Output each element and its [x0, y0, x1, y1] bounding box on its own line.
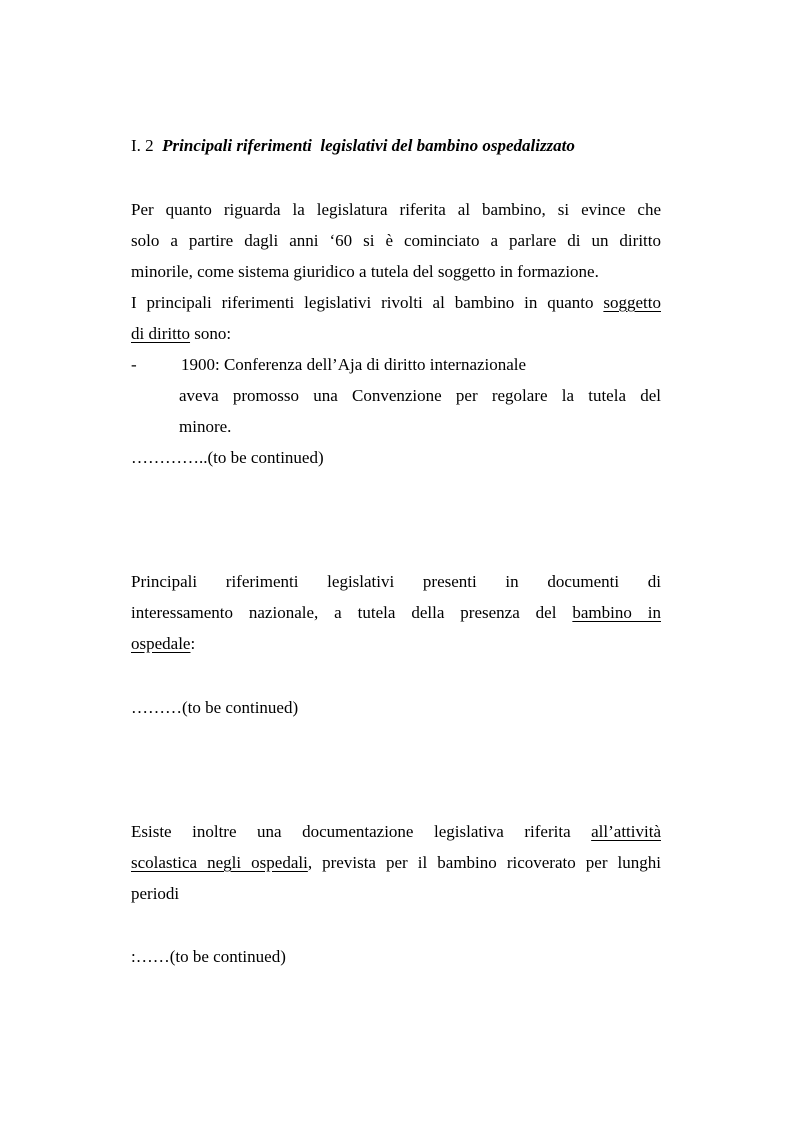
paragraph-text: sono: — [190, 324, 232, 343]
underlined-term-bambino-in: bambino in — [572, 603, 661, 622]
list-bullet: - — [131, 355, 137, 374]
to-be-continued-note: :……(to be continued) — [131, 947, 286, 966]
paragraph-line: solo a partire dagli anni ‘60 si è cominciato a parlare di un diritto — [131, 231, 661, 250]
underlined-term-di-diritto: di diritto — [131, 324, 191, 343]
paragraph-line — [131, 597, 661, 628]
underlined-term-attivita: all’attività — [591, 822, 661, 841]
to-be-continued-note: …………..(to be continued) — [131, 448, 324, 467]
paragraph-text: I principali riferimenti legislativi rivolti al bambino in quanto — [131, 293, 604, 312]
section-heading — [131, 130, 575, 161]
paragraph-line — [131, 318, 661, 349]
section-number: I. 2 — [131, 136, 154, 155]
paragraph-legislation-intro — [131, 194, 661, 473]
to-be-continued-note: ………(to be continued) — [131, 698, 299, 717]
paragraph-text: Esiste inoltre una documentazione legislativa riferita — [131, 822, 592, 841]
paragraph-line — [131, 847, 661, 878]
list-item-line: aveva promosso una Convenzione per regolare la tutela del — [179, 386, 661, 405]
list-item-title: 1900: Conferenza dell’Aja di diritto internazionale — [181, 355, 527, 374]
list-item — [131, 349, 661, 380]
paragraph-line: minorile, come sistema giuridico a tutela del soggetto in formazione. — [131, 262, 599, 281]
paragraph-line: Principali riferimenti legislativi presenti in documenti di — [131, 572, 661, 591]
paragraph-line — [131, 287, 661, 318]
underlined-term-ospedale: ospedale — [131, 634, 191, 653]
continued-block — [131, 941, 661, 972]
underlined-term-soggetto: soggetto — [603, 293, 661, 312]
paragraph-school-activity — [131, 816, 661, 909]
section-title: Principali riferimenti legislativi del bambino ospedalizzato — [162, 136, 575, 155]
paragraph-line: periodi — [131, 884, 180, 903]
paragraph-text: interessamento nazionale, a tutela della presenza del — [131, 603, 573, 622]
paragraph-text: : — [190, 634, 196, 653]
continued-block — [131, 692, 661, 723]
paragraph-line — [131, 816, 661, 847]
list-item-line: minore. — [179, 417, 232, 436]
paragraph-national-documents — [131, 566, 661, 659]
underlined-term-scolastica: scolastica negli ospedali — [131, 853, 308, 872]
paragraph-text: , prevista per il bambino ricoverato per lunghi — [307, 853, 661, 872]
paragraph-line: Per quanto riguarda la legislatura riferita al bambino, si evince che — [131, 200, 661, 219]
paragraph-line — [131, 628, 661, 659]
